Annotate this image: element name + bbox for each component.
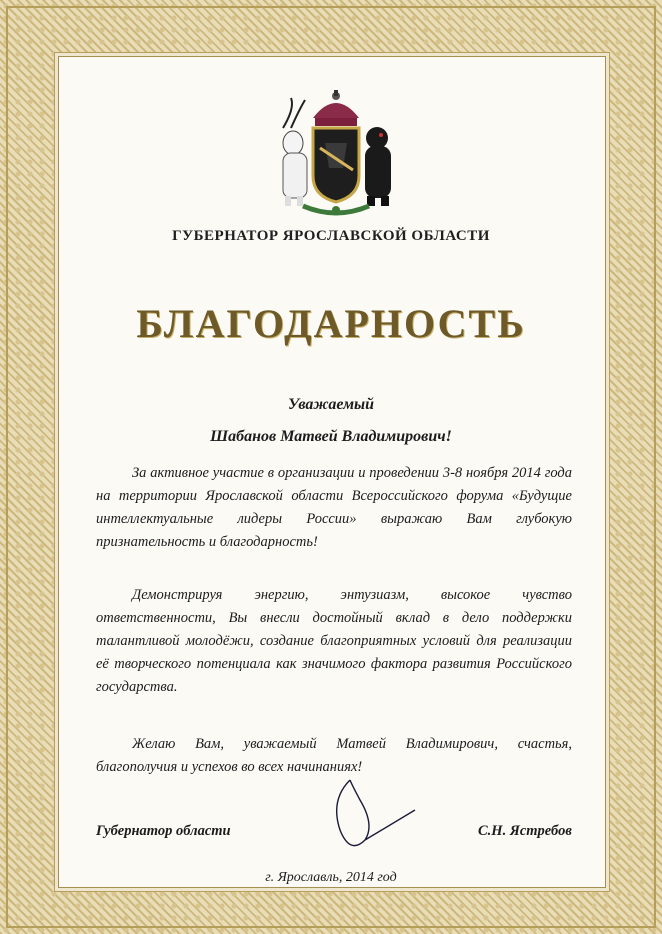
body-paragraph-2: Демонстрируя энергию, энтузиазм, высокое чувство ответственности, Вы внесли достойный вклад в дело поддержки талантливой молодёжи, создание благоприятных условий для реализации её творческого потенциала как значимого фактора развития Российского государства.: [96, 587, 572, 695]
body-paragraph-3: Желаю Вам, уважаемый Матвей Владимирович, счастья, благополучия и успехов во всех начинаниях!: [96, 736, 572, 775]
signatory-position: Губернатор области: [96, 823, 231, 839]
recipient-name: Шабанов Матвей Владимирович!: [210, 428, 452, 445]
salutation: Уважаемый: [287, 396, 375, 413]
bear-supporter-icon: [365, 127, 391, 206]
crown-icon: [313, 90, 359, 126]
place-and-date: г. Ярославль, 2014 год: [265, 870, 397, 885]
handwritten-signature: [320, 770, 420, 860]
issuer-title: ГУБЕРНАТОР ЯРОСЛАВСКОЙ ОБЛАСТИ: [172, 228, 490, 244]
signatory-name: С.Н. Ястребов: [478, 823, 572, 839]
body-paragraph-1: За активное участие в организации и проведении 3-8 ноября 2014 года на территории Ярославской области Всероссийского форума «Будущие интеллектуальные лидеры России» выражаю Вам глубокую признательность и благодарность!: [96, 465, 572, 550]
deer-supporter-icon: [283, 98, 307, 206]
document-title: БЛАГОДАРНОСТЬ: [136, 301, 526, 346]
coat-of-arms-emblem: [265, 88, 405, 218]
